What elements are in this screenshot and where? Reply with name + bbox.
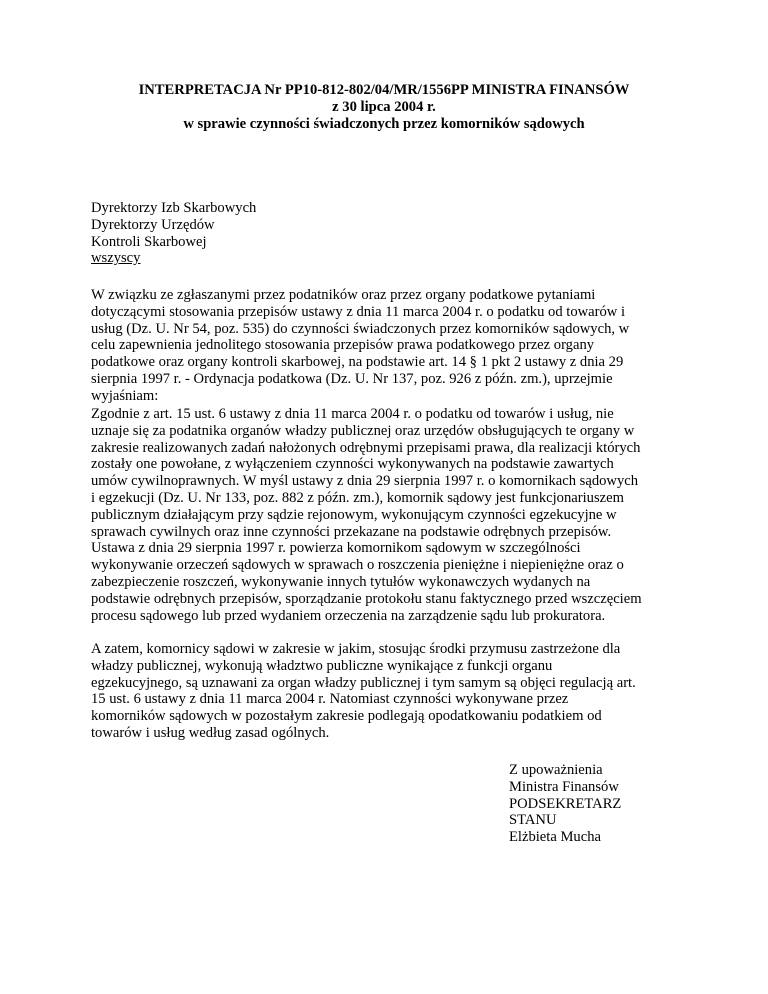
paragraph-line: Ustawa z dnia 29 sierpnia 1997 r. powierza komornikom sądowym w szczególności: [91, 540, 581, 557]
paragraph-line: podstawie odrębnych przepisów, sporządzanie protokołu stanu faktycznego przed wszczęciem: [91, 590, 642, 607]
paragraph-line: wyjaśniam:: [91, 387, 159, 404]
paragraph-line: procesu sądowego lub przed wydaniem orzeczenia na zarządzenie sądu lub prokuratora.: [91, 607, 606, 624]
paragraph-line: Zgodnie z art. 15 ust. 6 ustawy z dnia 11 marca 2004 r. o podatku od towarów i usług, nie: [91, 406, 614, 422]
paragraph-legal-basis: [91, 406, 691, 624]
addressee-line: Dyrektorzy Izb Skarbowych: [91, 200, 257, 216]
signature-ministry: Ministra Finansów: [509, 778, 619, 795]
paragraph-line: umów cywilnoprawnych. W myśl ustawy z dnia 29 sierpnia 1997 r. o komornikach sądowych: [91, 473, 639, 490]
addressee-line: Dyrektorzy Urzędów: [91, 216, 215, 233]
signature-position: PODSEKRETARZ: [509, 795, 622, 812]
document-header: [60, 82, 708, 132]
signature-authorization: Z upoważnienia: [509, 762, 603, 778]
paragraph-line: sierpnia 1997 r. - Ordynacja podatkowa (Dz. U. Nr 137, poz. 926 z późn. zm.), uprzejmie: [91, 370, 613, 387]
header-title: INTERPRETACJA Nr PP10-812-802/04/MR/1556PP MINISTRA FINANSÓW: [138, 82, 630, 98]
paragraph-line: W związku ze zgłaszanymi przez podatników oraz przez organy podatkowe pytaniami: [91, 287, 596, 303]
paragraph-line: podatkowe oraz organy kontroli skarbowej, na podstawie art. 14 § 1 pkt 2 ustawy z dnia 29: [91, 354, 624, 371]
paragraph-line: uznaje się za podatnika organów władzy publicznej oraz urzędów obsługujących te organy w: [91, 422, 635, 439]
paragraph-line: egzekucyjnego, są uznawani za organ władzy publicznej i tym samym są objęci regulacją art.: [91, 674, 636, 691]
paragraph-line: sprawach cywilnych oraz inne czynności przekazane na podstawie odrębnych przepisów.: [91, 523, 612, 540]
paragraph-line: publicznym działającym przy sądzie rejonowym, wykonującym czynności egzekucyjne w: [91, 506, 617, 523]
header-date: z 30 lipca 2004 r.: [332, 98, 436, 115]
paragraph-conclusion: [91, 641, 691, 742]
paragraph-line: A zatem, komornicy sądowi w zakresie w jakim, stosując środki przymusu zastrzeżone dla: [91, 641, 621, 657]
paragraph-line: zabezpieczenie roszczeń, wykonywanie innych tytułów wykonawczych wydanych na: [91, 573, 591, 590]
paragraph-line: komorników sądowych w pozostałym zakresie podlegają opodatkowaniu podatkiem od: [91, 708, 602, 725]
paragraph-line: usług (Dz. U. Nr 54, poz. 535) do czynności świadczonych przez komorników sądowych, w: [91, 320, 630, 337]
addressee-all: wszyscy: [91, 250, 141, 267]
paragraph-line: wykonywanie orzeczeń sądowych w sprawach o roszczenia pieniężne i niepieniężne oraz o: [91, 557, 624, 574]
signature-name: Elżbieta Mucha: [509, 829, 601, 846]
paragraph-line: i egzekucji (Dz. U. Nr 133, poz. 882 z późn. zm.), komornik sądowy jest funkcjonariuszem: [91, 489, 624, 506]
addressee-line: Kontroli Skarbowej: [91, 233, 207, 250]
paragraph-line: celu zapewnienia jednolitego stosowania przepisów prawa podatkowego przez organy: [91, 337, 595, 354]
paragraph-line: zakresie realizowanych zadań nałożonych odrębnymi przepisami prawa, dla realizacji których: [91, 439, 641, 456]
paragraph-line: 15 ust. 6 ustawy z dnia 11 marca 2004 r. Natomiast czynności wykonywane przez: [91, 691, 569, 708]
header-subject: w sprawie czynności świadczonych przez komorników sądowych: [183, 115, 585, 132]
paragraph-introduction: [91, 287, 691, 405]
paragraph-line: władzy publicznej, wykonują władztwo publiczne wynikające z funkcji organu: [91, 657, 553, 674]
paragraph-line: zostały one powołane, z wyłączeniem czynności wykonywanych na podstawie zawartych: [91, 456, 614, 473]
signature-position-cont: STANU: [509, 812, 557, 829]
paragraph-line: dotyczącymi stosowania przepisów ustawy z dnia 11 marca 2004 r. o podatku od towarów i: [91, 303, 626, 320]
addressees-block: [91, 200, 491, 267]
paragraph-line: towarów i usług według zasad ogólnych.: [91, 724, 330, 741]
signature-block: [509, 762, 709, 846]
